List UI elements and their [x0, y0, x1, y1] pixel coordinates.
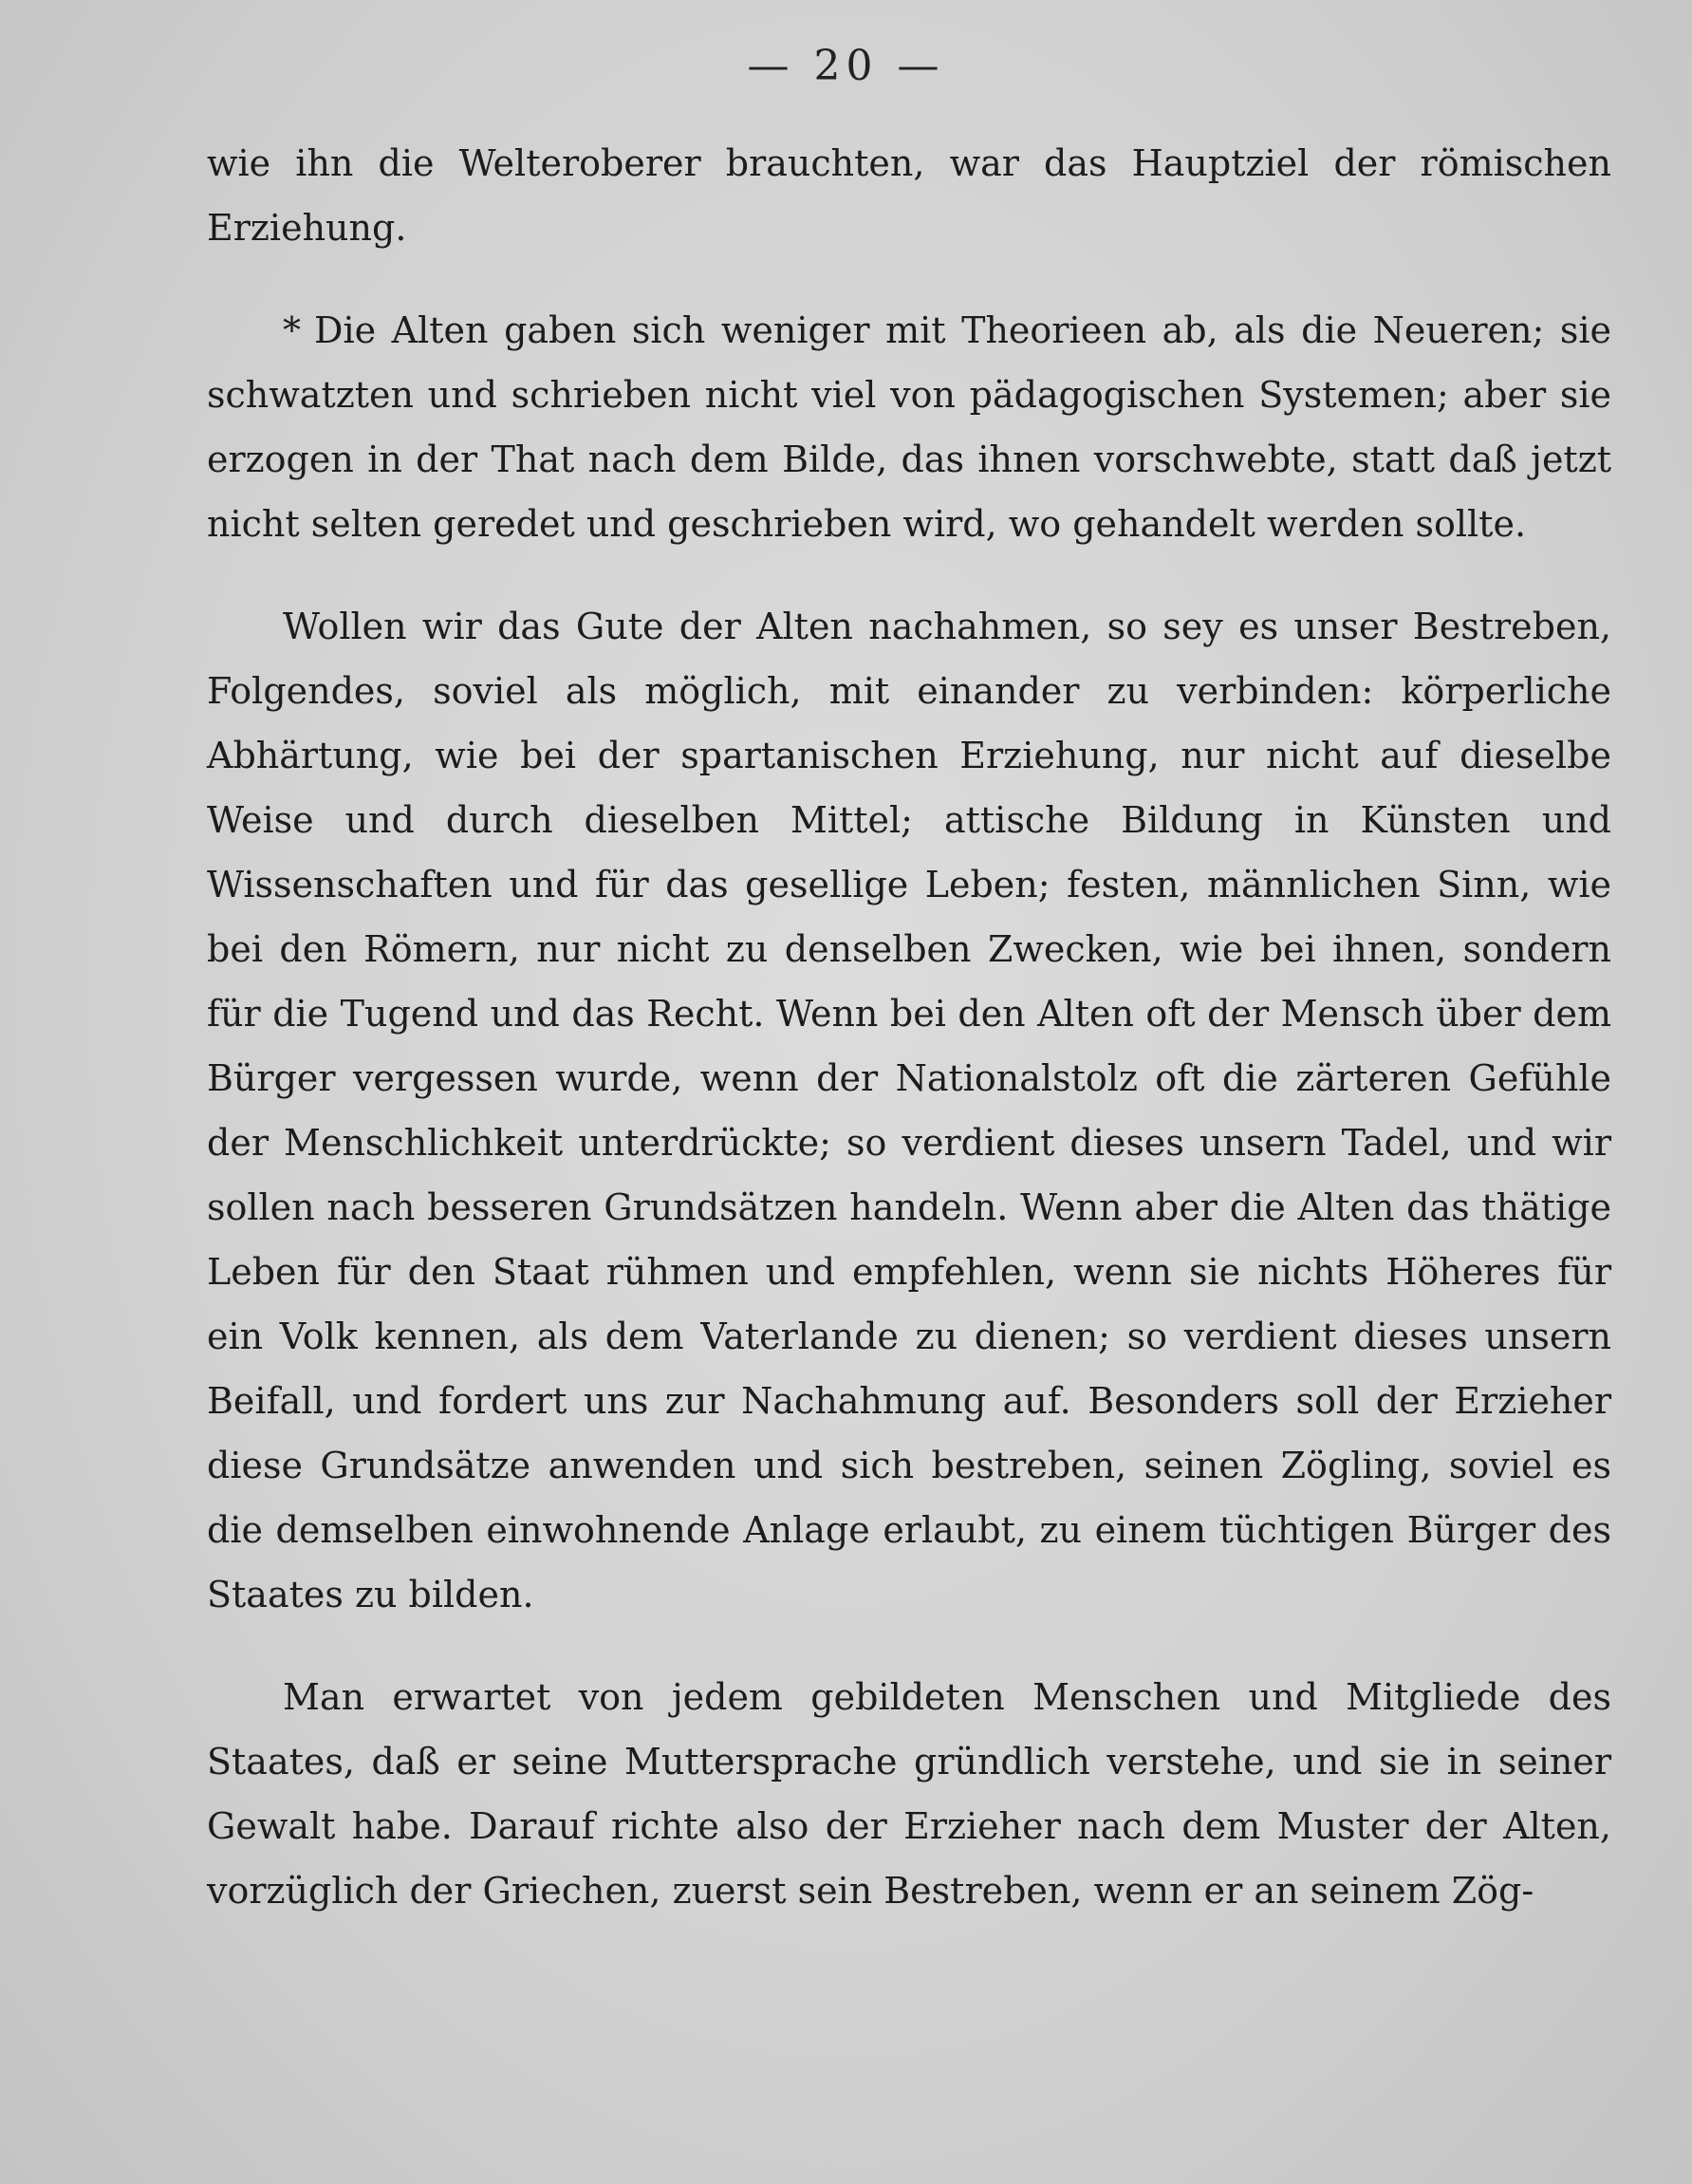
- page-number: — 20 —: [747, 42, 945, 90]
- paragraph: Wollen wir das Gute der Alten nachahmen, so sey es unser Bestreben, Folgendes, soviel als möglich, mit einander zu verbinden: körperliche Abhärtung, wie bei der spartanischen Erziehung, nur nicht auf dieselbe Weise und durch dieselben Mittel; attische Bildung in Künsten und Wissenschaften und für das gesellige Leben; festen, männlichen Sinn, wie bei den Römern, nur nicht zu denselben Zwecken, wie bei ihnen, sondern für die Tugend und das Recht. Wenn bei den Alten oft der Mensch über dem Bürger vergessen wurde, wenn der Nationalstolz oft die zärteren Gefühle der Menschlichkeit unterdrückte; so verdient dieses unsern Tadel, und wir sollen nach besseren Grundsätzen handeln. Wenn aber die Alten das thätige Leben für den Staat rühmen und empfehlen, wenn sie nichts Höheres für ein Volk kennen, als dem Vaterlande zu dienen; so verdient dieses unsern Beifall, und fordert uns zur Nachahmung auf. Besonders soll der Erzieher diese Grundsätze anwenden und sich bestreben, seinen Zögling, soviel es die demselben einwohnende Anlage erlaubt, zu einem tüchtigen Bürger des Staates zu bilden.: [207, 606, 1611, 1615]
- body-text: [207, 131, 1611, 1923]
- paragraph-continuation: wie ihn die Welteroberer brauchten, war das Hauptziel der römischen Erziehung.: [207, 142, 1611, 249]
- footnote-marker: *: [283, 309, 301, 351]
- paragraph-text: Die Alten gaben sich weniger mit Theorieen ab, als die Neueren; sie schwatzten und schrieben nicht viel von pädagogischen Systemen; aber sie erzogen in der That nach dem Bilde, das ihnen vorschwebte, statt daß jetzt nicht selten geredet und geschrieben wird, wo gehandelt werden sollte.: [207, 309, 1611, 545]
- paragraph-footnote: [207, 298, 1611, 556]
- paragraph: Man erwartet von jedem gebildeten Menschen und Mitgliede des Staates, daß er seine Muttersprache gründlich verstehe, und sie in seiner Gewalt habe. Darauf richte also der Erzieher nach dem Muster der Alten, vorzüglich der Griechen, zuerst sein Bestreben, wenn er an seinem Zög-: [207, 1676, 1611, 1912]
